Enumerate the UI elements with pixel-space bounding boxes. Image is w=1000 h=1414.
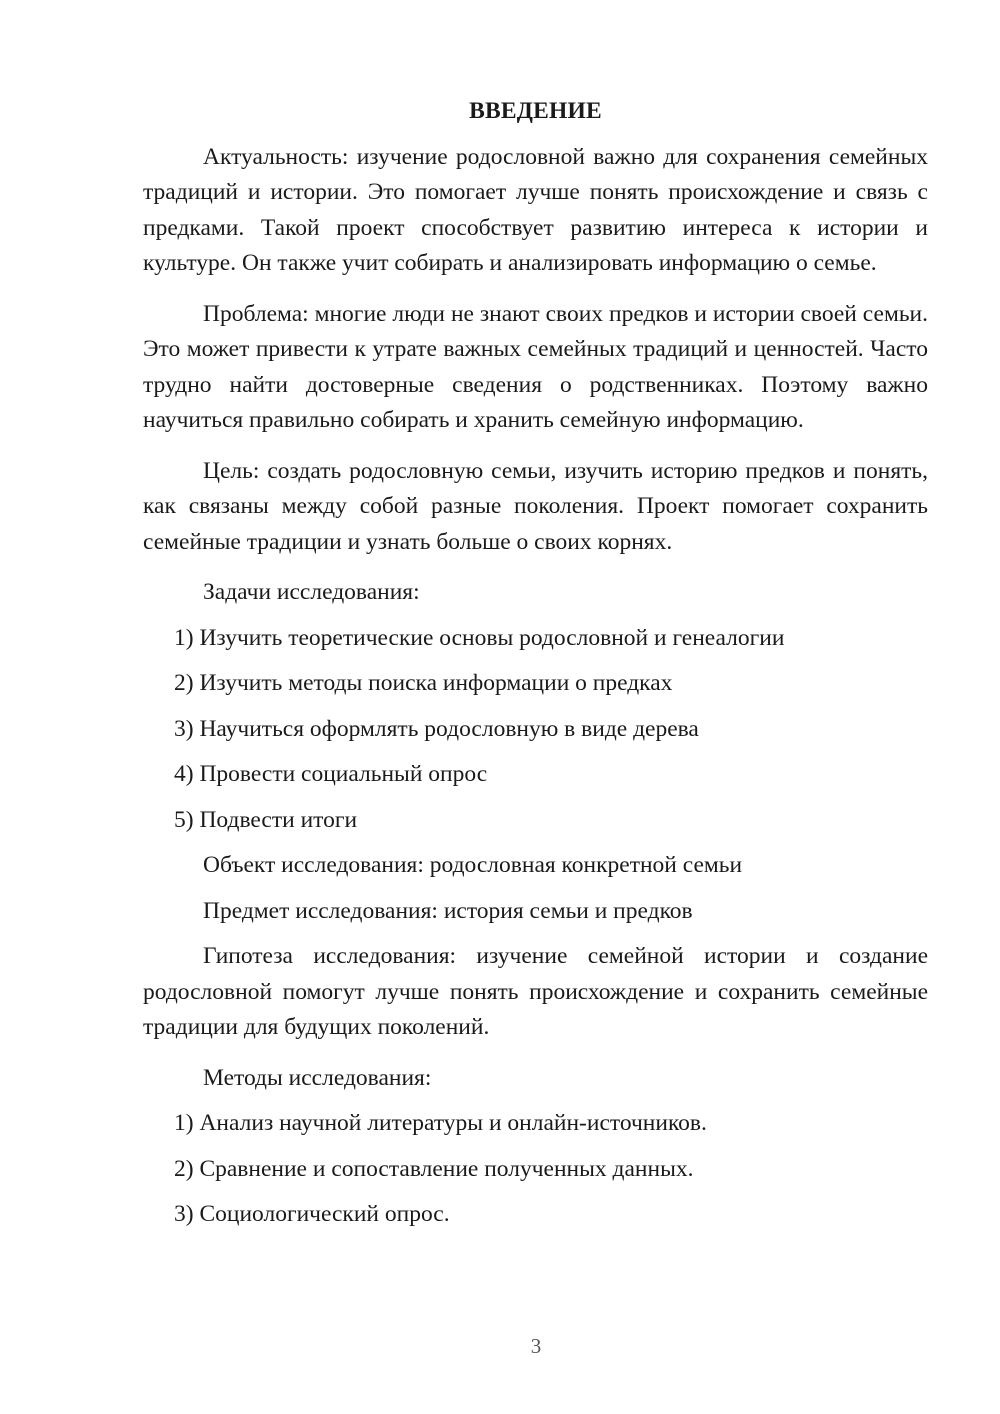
section-title: ВВЕДЕНИЕ: [469, 98, 602, 124]
goal-paragraph: Цель: создать родословную семьи, изучить историю предков и понять, как связаны между собой разные поколения. Проект помогает сохранить семейные традиции и узнать больше о своих корнях.: [143, 457, 928, 555]
task-item: 2) Изучить методы поиска информации о предках: [174, 670, 673, 696]
methods-heading: Методы исследования:: [203, 1064, 432, 1091]
problem-paragraph: Проблема: многие люди не знают своих предков и истории своей семьи. Это может привести к утрате важных семейных традиций и ценностей. Часто трудно найти достоверные сведения о родственниках. Поэтому важно научиться правильно собирать и хранить семейную информацию.: [143, 300, 928, 433]
research-subject: Предмет исследования: история семьи и предков: [203, 897, 693, 924]
method-item: 2) Сравнение и сопоставление полученных данных.: [174, 1155, 694, 1182]
page-content: [143, 94, 928, 1243]
page-number: 3: [530, 1334, 542, 1358]
task-item: 1) Изучить теоретические основы родословной и генеалогии: [174, 624, 785, 651]
method-item: 3) Социологический опрос.: [174, 1201, 450, 1227]
research-object: Объект исследования: родословная конкретной семьи: [203, 852, 743, 878]
task-item: 4) Провести социальный опрос: [174, 761, 488, 787]
relevance-paragraph: Актуальность: изучение родословной важно для сохранения семейных традиций и истории. Это помогает лучше понять происхождение и связь с предками. Такой проект способствует развитию интереса к истории и культуре. Он также учит собирать и анализировать информацию о семье.: [143, 143, 928, 276]
hypothesis-paragraph: Гипотеза исследования: изучение семейной истории и создание родословной помогут лучше понять происхождение и сохранить семейные традиции для будущих поколений.: [143, 943, 928, 1040]
tasks-heading: Задачи исследования:: [203, 579, 420, 605]
task-item: 5) Подвести итоги: [174, 806, 358, 833]
method-item: 1) Анализ научной литературы и онлайн-источников.: [174, 1110, 707, 1136]
task-item: 3) Научиться оформлять родословную в виде дерева: [174, 715, 699, 742]
